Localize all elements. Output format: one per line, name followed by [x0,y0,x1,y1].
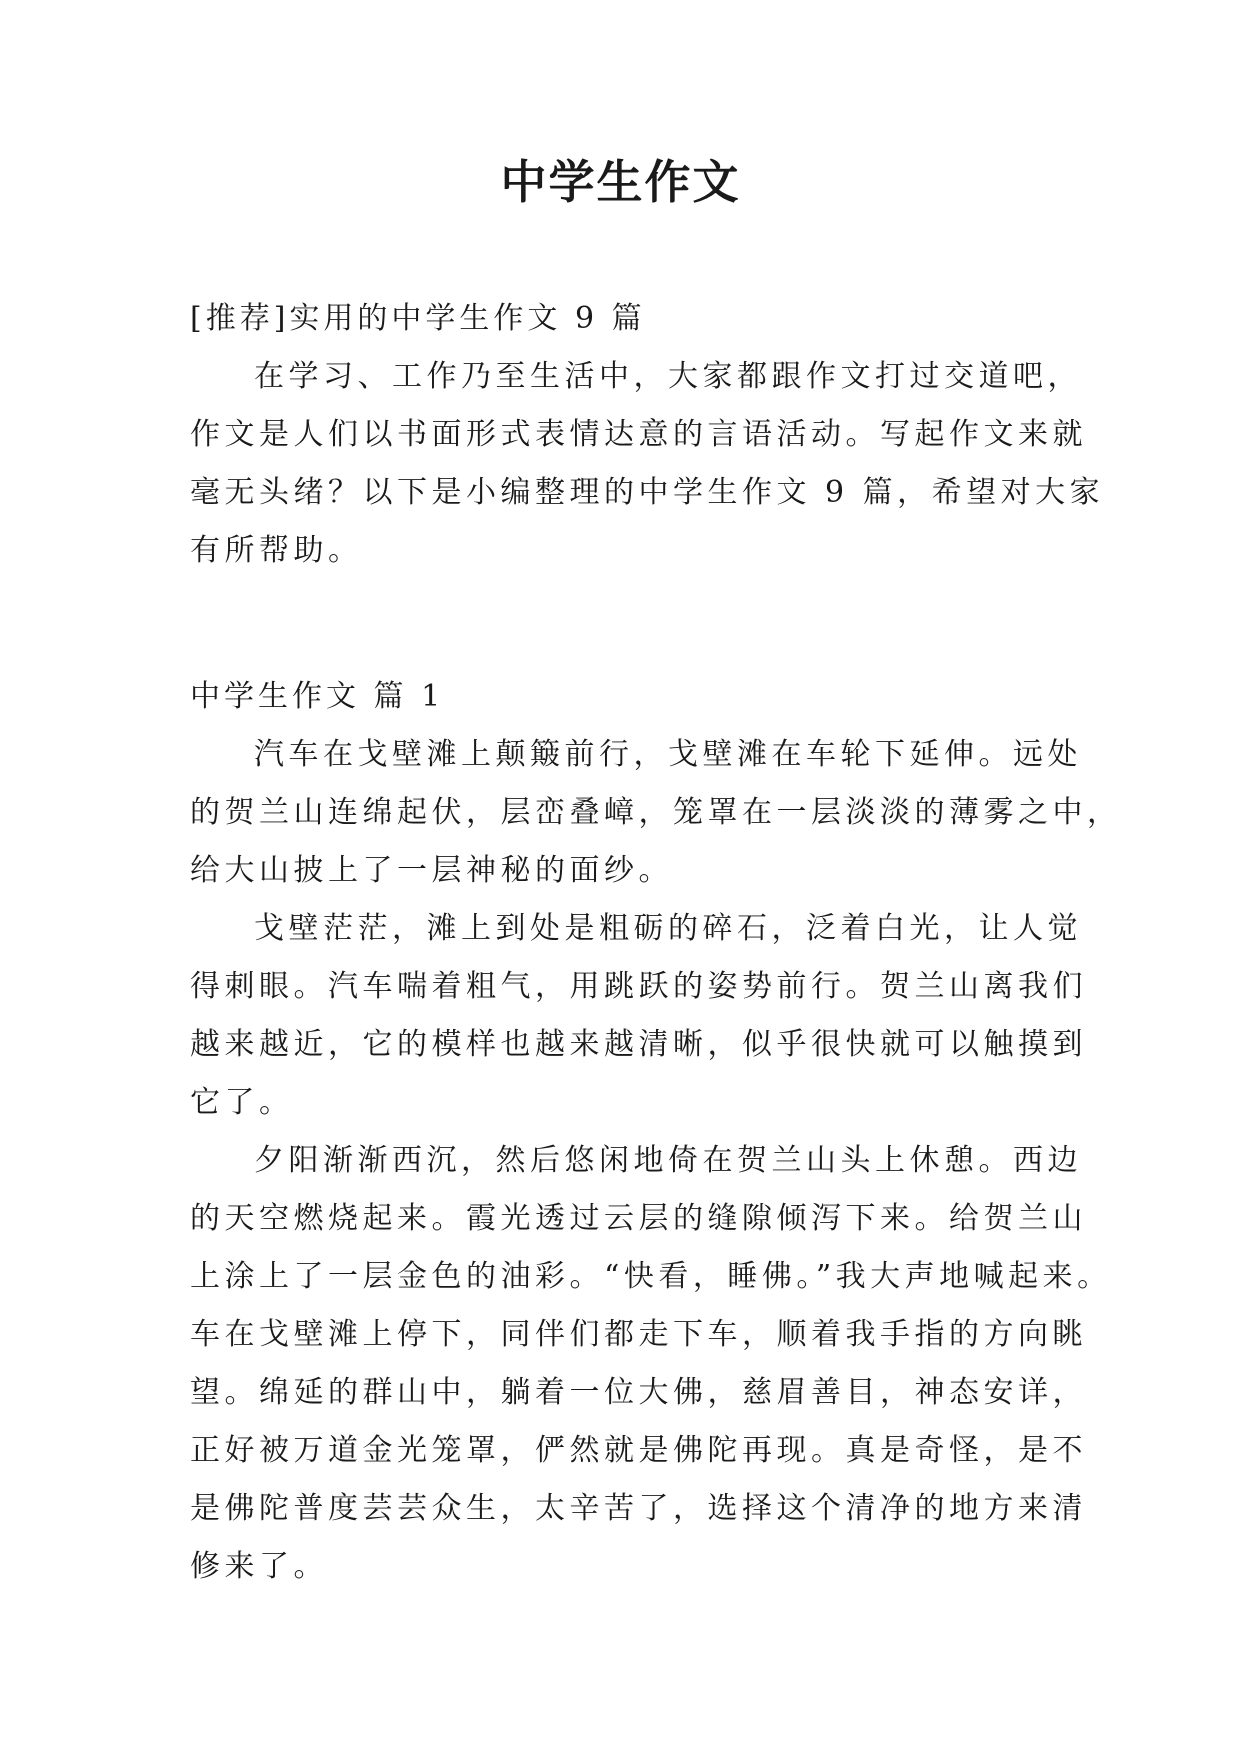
text-line: 正好被万道金光笼罩，俨然就是佛陀再现。真是奇怪，是不 [190,1433,1087,1468]
text-line: 望。绵延的群山中，躺着一位大佛，慈眉善目，神态安详， [190,1375,1087,1410]
text-line: 汽车在戈壁滩上颠簸前行，戈壁滩在车轮下延伸。远处 [254,737,1082,772]
text-line: 车在戈壁滩上停下，同伴们都走下车，顺着我手指的方向眺 [190,1317,1087,1352]
text-line: 给大山披上了一层神秘的面纱。 [190,853,673,888]
text-line: 是佛陀普度芸芸众生，太辛苦了，选择这个清净的地方来清 [190,1491,1087,1526]
text-line: 戈壁茫茫，滩上到处是粗砺的碎石，泛着白光，让人觉 [254,911,1082,946]
text-line: 得刺眼。汽车喘着粗气，用跳跃的姿势前行。贺兰山离我们 [190,969,1087,1004]
intro-paragraph [190,348,1105,580]
paragraph-1 [190,726,1122,900]
text-line: 的天空燃烧起来。霞光透过云层的缝隙倾泻下来。给贺兰山 [190,1201,1087,1236]
document-body [190,290,1122,1596]
text-line: 有所帮助。 [190,533,363,568]
paragraph-2 [190,900,1087,1132]
section-gap [190,580,1060,668]
paragraph-3 [190,1132,1112,1596]
text-line: 越来越近，它的模样也越来越清晰，似乎很快就可以触摸到 [190,1027,1087,1062]
text-line: 夕阳渐渐西沉，然后悠闲地倚在贺兰山头上休憩。西边 [254,1143,1082,1178]
text-line: 的贺兰山连绵起伏，层峦叠嶂，笼罩在一层淡淡的薄雾之中， [190,795,1122,830]
text-line: 在学习、工作乃至生活中，大家都跟作文打过交道吧， [254,359,1082,394]
section-heading: 中学生作文 篇 1 [190,679,445,714]
text-line: 毫无头绪？以下是小编整理的中学生作文 9 篇，希望对大家 [190,475,1105,510]
text-line: 它了。 [190,1085,294,1120]
intro-heading: [推荐]实用的中学生作文 9 篇 [190,301,646,336]
document-title: 中学生作文 [500,155,741,209]
text-line: 修来了。 [190,1549,328,1584]
text-line: 上涂上了一层金色的油彩。“快看，睡佛。”我大声地喊起来。 [190,1259,1112,1294]
text-line: 作文是人们以书面形式表情达意的言语活动。写起作文来就 [190,417,1087,452]
